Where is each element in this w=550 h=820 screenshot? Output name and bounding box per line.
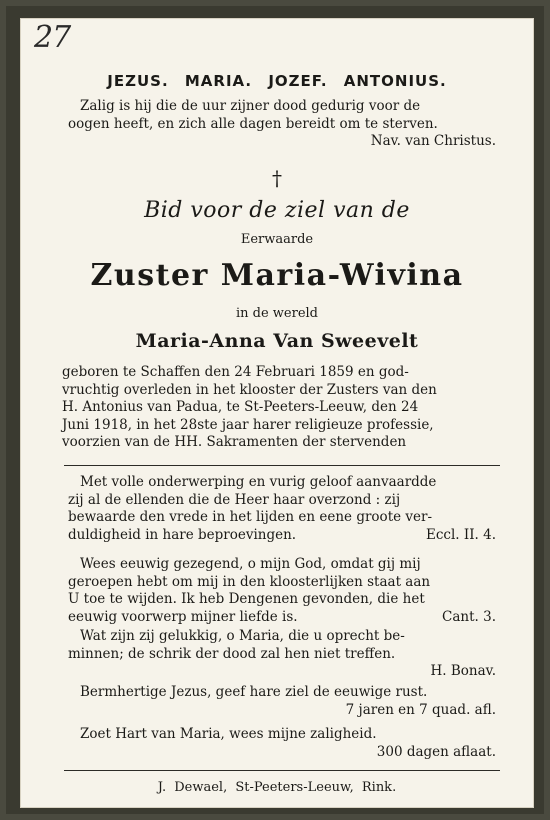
- passage-line: Wees eeuwig gezegend, o mijn God, omdat gij mij: [80, 556, 421, 572]
- opening-quote-line: Zalig is hij die de uur zijner dood gedurig voor de: [80, 98, 421, 114]
- photo-frame: [6, 6, 544, 814]
- passage-1: [68, 474, 496, 544]
- handwritten-number: 27: [34, 20, 71, 55]
- biography-line: vruchtig overleden in het klooster der Zusters van den: [62, 381, 437, 398]
- biography: [62, 364, 502, 452]
- header-names: JEZUS. MARIA. JOZEF. ANTONIUS.: [107, 72, 447, 90]
- passage-line: zij al de ellenden die de Heer haar overzond : zij: [68, 491, 401, 508]
- in-world-label: in de wereld: [235, 306, 319, 321]
- passage-line-with-source: [68, 527, 496, 545]
- biography-line: geboren te Schaffen den 24 Februari 1859 en god-: [62, 364, 409, 380]
- passage-line: Wat zijn zij gelukkig, o Maria, die u oprecht be-: [80, 628, 405, 644]
- biography-line: Juni 1918, in het 28ste jaar harer religieuze professie,: [62, 416, 434, 433]
- honorific: Eerwaarde: [240, 232, 314, 247]
- passage-source: Eccl. II. 4.: [425, 526, 496, 543]
- passage-2: [68, 556, 496, 626]
- passage-line: geroepen hebt om mij in den kloosterlijken staat aan: [68, 573, 431, 590]
- opening-quote-source: Nav. van Christus.: [370, 133, 496, 149]
- passage-line: minnen; de schrik der dood zal hen niet treffen.: [68, 645, 396, 662]
- passage-source: H. Bonav.: [430, 663, 496, 679]
- passage-line: Met volle onderwerping en vurig geloof aanvaardde: [80, 474, 437, 490]
- printer-credit: J. Dewael, St-Peeters-Leeuw, Rink.: [157, 780, 397, 795]
- cross-symbol: †: [272, 166, 282, 190]
- opening-quote: [68, 98, 496, 151]
- birth-name: Maria-Anna Van Sweevelt: [135, 330, 419, 352]
- biography-line: voorzien van de HH. Sakramenten der stervenden: [62, 434, 407, 450]
- passage-line: duldigheid in hare beproevingen.: [68, 526, 297, 543]
- passage-source: Cant. 3.: [442, 608, 496, 625]
- divider: [64, 770, 500, 771]
- passage-3: [68, 628, 496, 681]
- passage-5: [68, 726, 496, 761]
- passage-line: Bermhertige Jezus, geef hare ziel de eeuwige rust.: [80, 684, 428, 700]
- passage-line: eeuwig voorwerp mijner liefde is.: [68, 608, 298, 625]
- memorial-card: [20, 18, 534, 808]
- passage-line: U toe te wijden. Ik heb Dengenen gevonden, die het: [68, 591, 425, 607]
- opening-quote-line: oogen heeft, en zich alle dagen bereidt om te sterven.: [68, 115, 438, 132]
- divider: [64, 465, 500, 466]
- passage-source: 300 dagen aflaat.: [376, 743, 496, 760]
- passage-line-with-source: [68, 609, 496, 627]
- prayer-request: Bid voor de ziel van de: [144, 198, 410, 223]
- biography-line: H. Antonius van Padua, te St-Peeters-Leeuw, den 24: [62, 399, 419, 415]
- passage-4: [68, 684, 496, 719]
- passage-line: Zoet Hart van Maria, wees mijne zaligheid.: [80, 726, 377, 742]
- passage-line: bewaarde den vrede in het lijden en eene groote ver-: [68, 509, 433, 525]
- deceased-name: Zuster Maria-Wivina: [90, 258, 464, 293]
- passage-source: 7 jaren en 7 quad. afl.: [345, 701, 496, 718]
